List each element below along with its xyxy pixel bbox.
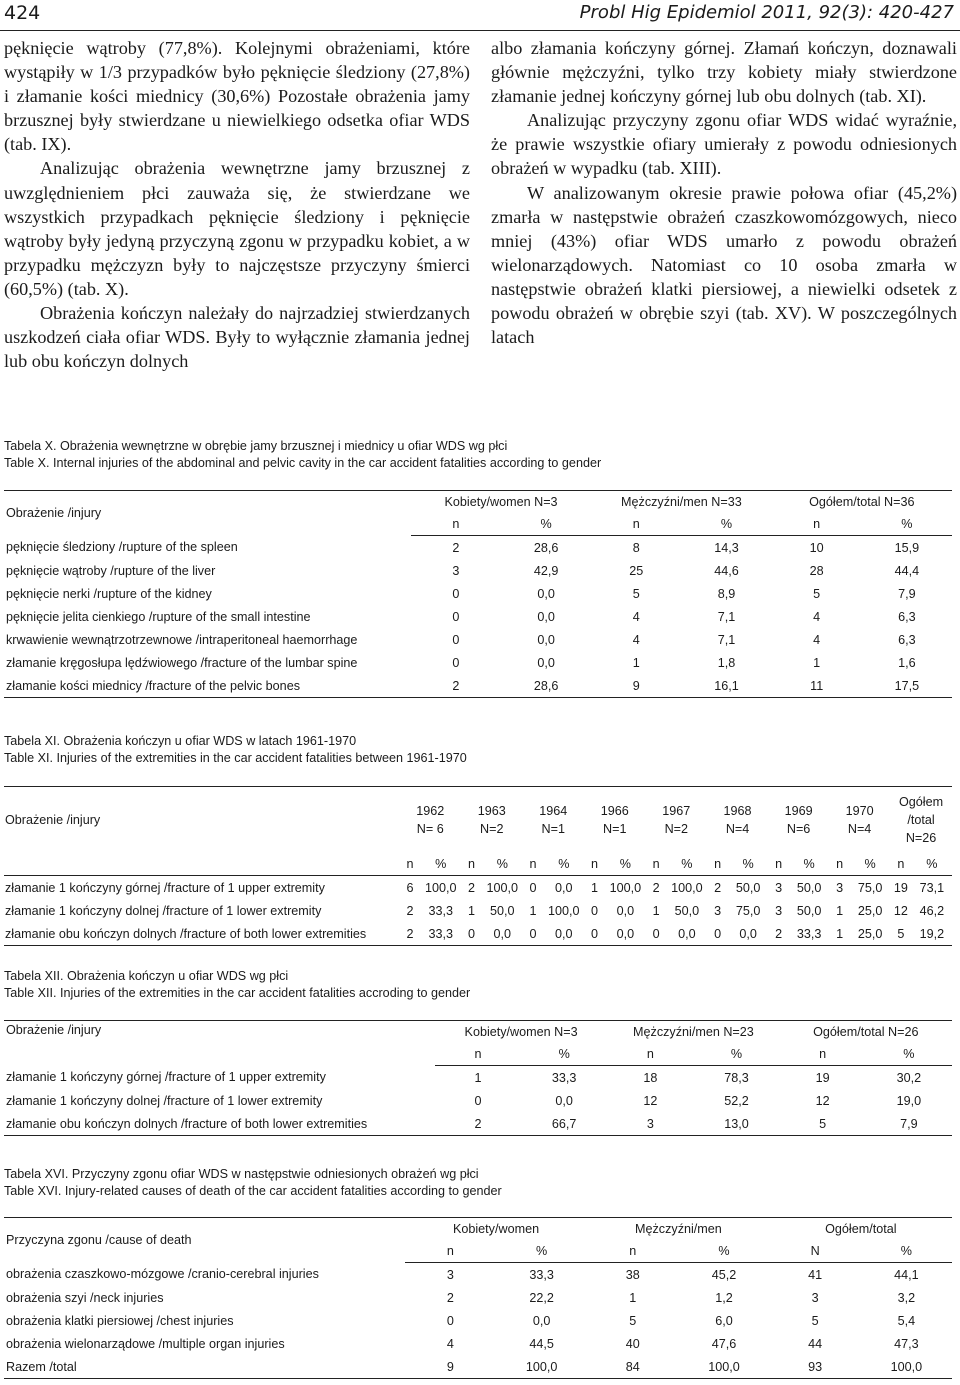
table-row bbox=[4, 582, 952, 605]
caption-english: Table XI. Injuries of the extremities in the car accident fatalities between 1961-1970 bbox=[4, 751, 467, 765]
table-body bbox=[4, 1263, 952, 1379]
row-label-cell: obrażenia czaszkowo-mózgowe /cranio-cerebral injuries bbox=[6, 1267, 319, 1282]
group-header: Kobiety/women N=3 bbox=[411, 491, 591, 514]
group-header: Ogółem/total N=26 bbox=[780, 1021, 952, 1044]
value-cell: 2 bbox=[452, 540, 460, 555]
value-cell: 1 bbox=[652, 903, 660, 918]
value-cell: 0 bbox=[591, 903, 599, 918]
value-cell: 0 bbox=[707, 922, 728, 946]
value-cell: 10 bbox=[809, 540, 824, 555]
table-row bbox=[4, 922, 952, 946]
value-cell: 14,3 bbox=[714, 540, 739, 555]
value-cell: 28,6 bbox=[501, 674, 591, 698]
caption-english: Table X. Internal injuries of the abdominal and pelvic cavity in the car accident fatalities according to gender bbox=[4, 456, 602, 470]
row-label-cell: obrażenia klatki piersiowej /chest injuries bbox=[6, 1313, 234, 1328]
value-cell: 13,0 bbox=[693, 1112, 779, 1136]
value-cell: 1 bbox=[632, 655, 640, 670]
value-cell: 1 bbox=[836, 903, 844, 918]
value-cell: 50,0 bbox=[796, 903, 822, 918]
value-cell: 7,9 bbox=[866, 1112, 952, 1136]
value-cell: 3 bbox=[811, 1290, 819, 1305]
group-header: Kobiety/women bbox=[405, 1218, 587, 1241]
value-cell: 3 bbox=[446, 1267, 454, 1282]
table-xii bbox=[4, 1020, 952, 1136]
value-cell: 15,9 bbox=[894, 540, 920, 555]
value-cell: 0 bbox=[584, 922, 605, 946]
row-header: Przyczyna zgonu /cause of death bbox=[4, 1218, 405, 1263]
row-label-cell: pęknięcie jelita cienkiego /rupture of the small intestine bbox=[6, 609, 311, 624]
value-cell: 100,0 bbox=[486, 880, 519, 895]
value-cell: 44,5 bbox=[529, 1336, 554, 1351]
value-cell: 2 bbox=[411, 674, 501, 698]
value-cell: 0 bbox=[452, 586, 460, 601]
table-row bbox=[4, 559, 952, 582]
value-cell: 0,0 bbox=[555, 1093, 573, 1108]
table-row bbox=[4, 536, 952, 560]
value-cell: 33,3 bbox=[551, 1070, 577, 1085]
value-cell: 40 bbox=[625, 1336, 640, 1351]
table-xvi bbox=[4, 1217, 952, 1379]
value-cell: 2 bbox=[714, 880, 722, 895]
subheader-cell: n bbox=[399, 853, 420, 876]
subheader-cell: % bbox=[861, 1240, 952, 1263]
subheader-cell: % bbox=[850, 853, 890, 876]
total-header: Ogółem /total N=26 bbox=[890, 787, 952, 854]
table-row bbox=[4, 605, 952, 628]
caption-english: Table XVI. Injury-related causes of death of the car accident fatalities according to gender bbox=[4, 1184, 502, 1198]
subheader-cell: n bbox=[890, 853, 912, 876]
subheader-cell: % bbox=[866, 1043, 952, 1066]
value-cell: 0 bbox=[646, 922, 667, 946]
value-cell: 7,1 bbox=[717, 609, 736, 624]
value-cell: 3,2 bbox=[897, 1290, 916, 1305]
value-cell: 6 bbox=[406, 880, 414, 895]
page-header bbox=[0, 0, 960, 31]
value-cell: 6,3 bbox=[898, 632, 916, 647]
paragraph: Analizując obrażenia wewnętrzne jamy brzusznej z uwzględnieniem płci zauważa się, że stwierdzane we wszystkich przypadkach pęknięcie śledziony i pęknięcie wątroby były jedyną przyczyną zgonu w przypadku kobiet, a w przypadku mężczyzn były to najczęstsze przyczyny śmierci (60,5%) (tab. X). bbox=[4, 158, 470, 299]
caption-polish: Tabela XII. Obrażenia kończyn u ofiar WDS wg płci bbox=[4, 969, 289, 983]
value-cell: 44,4 bbox=[894, 563, 920, 578]
table-row bbox=[4, 876, 952, 900]
caption-polish: Tabela X. Obrażenia wewnętrzne w obrębie jamy brzusznej i miednicy u ofiar WDS wg płci bbox=[4, 439, 508, 453]
subheader-cell: % bbox=[681, 513, 771, 536]
value-cell: 1 bbox=[529, 903, 537, 918]
value-cell: 45,2 bbox=[711, 1267, 737, 1282]
value-cell: 75,0 bbox=[735, 903, 761, 918]
year-header: 1970 N=4 bbox=[829, 787, 890, 854]
value-cell: 12 bbox=[893, 903, 908, 918]
value-cell: 25,0 bbox=[850, 922, 890, 946]
table-xi bbox=[4, 786, 952, 946]
value-cell: 2 bbox=[768, 922, 789, 946]
value-cell: 84 bbox=[587, 1355, 678, 1379]
group-header: Kobiety/women N=3 bbox=[435, 1021, 607, 1044]
value-cell: 44,1 bbox=[894, 1267, 919, 1282]
value-cell: 100,0 bbox=[496, 1355, 587, 1379]
row-label-cell: pęknięcie wątroby /rupture of the liver bbox=[6, 563, 216, 578]
paragraph: pęknięcie wątroby (77,8%). Kolejnymi obrażeniami, które wystąpiły w 1/3 przypadków było pęknięcie śledziony (27,8%) i złamanie kości miednicy (30,6%) Pozostałe obrażenia jamy brzusznej były stwierdzane u niewielkiego odsetka ofiar WDS (tab. IX). bbox=[4, 38, 470, 155]
row-label-cell: obrażenia wielonarządowe /multiple organ injuries bbox=[6, 1336, 285, 1351]
value-cell: 28 bbox=[809, 563, 824, 578]
subheader-cell: n bbox=[607, 1043, 693, 1066]
value-cell: 25 bbox=[629, 563, 644, 578]
value-cell: 3 bbox=[775, 903, 783, 918]
value-cell: 4 bbox=[813, 632, 821, 647]
row-label-cell: pęknięcie śledziony /rupture of the spleen bbox=[6, 540, 238, 555]
row-label-cell: złamanie obu kończyn dolnych /fracture of both lower extremities bbox=[4, 1112, 435, 1136]
value-cell: 3 bbox=[452, 563, 460, 578]
left-text-column bbox=[4, 36, 470, 373]
row-label-cell: złamanie kości miednicy /fracture of the pelvic bones bbox=[4, 674, 411, 698]
value-cell: 8,9 bbox=[717, 586, 736, 601]
value-cell: 0,0 bbox=[728, 922, 768, 946]
value-cell: 50,0 bbox=[490, 903, 515, 918]
table-row bbox=[4, 899, 952, 922]
value-cell: 30,2 bbox=[896, 1070, 922, 1085]
value-cell: 9 bbox=[405, 1355, 496, 1379]
table-row bbox=[4, 1355, 952, 1379]
row-label-cell: złamanie 1 kończyny górnej /fracture of 1 upper extremity bbox=[5, 880, 325, 895]
subheader-cell: % bbox=[693, 1043, 779, 1066]
value-cell: 50,0 bbox=[796, 880, 822, 895]
subheader-cell: n bbox=[591, 513, 681, 536]
value-cell: 0,0 bbox=[537, 632, 555, 647]
value-cell: 66,7 bbox=[521, 1112, 607, 1136]
row-label-cell: złamanie 1 kończyny górnej /fracture of 1 upper extremity bbox=[6, 1070, 326, 1085]
row-header: Obrażenie /injury bbox=[4, 491, 411, 536]
value-cell: 44 bbox=[808, 1336, 823, 1351]
subheader-cell: % bbox=[421, 853, 461, 876]
value-cell: 2 bbox=[446, 1290, 454, 1305]
subheader-cell: n bbox=[461, 853, 482, 876]
value-cell: 1 bbox=[629, 1290, 637, 1305]
table-row bbox=[4, 1089, 952, 1112]
subheader-cell: n bbox=[829, 853, 850, 876]
subheader-row bbox=[4, 853, 952, 876]
value-cell: 4 bbox=[813, 609, 821, 624]
table-row bbox=[4, 1112, 952, 1136]
subheader-cell: % bbox=[544, 853, 584, 876]
value-cell: 0 bbox=[474, 1093, 482, 1108]
value-cell: 50,0 bbox=[674, 903, 700, 918]
value-cell: 2 bbox=[406, 903, 414, 918]
right-text-column bbox=[491, 36, 957, 349]
value-cell: 47,6 bbox=[711, 1336, 737, 1351]
year-header: 1967 N=2 bbox=[646, 787, 708, 854]
table-row bbox=[4, 674, 952, 698]
subheader-cell: % bbox=[482, 853, 522, 876]
value-cell: 1 bbox=[591, 880, 599, 895]
caption-polish: Tabela XI. Obrażenia kończyn u ofiar WDS w latach 1961-1970 bbox=[4, 734, 357, 748]
value-cell: 0,0 bbox=[537, 655, 555, 670]
subheader-cell: % bbox=[667, 853, 707, 876]
value-cell: 100,0 bbox=[548, 903, 580, 918]
value-cell: 5 bbox=[780, 1112, 866, 1136]
table-row bbox=[4, 651, 952, 674]
value-cell: 0,0 bbox=[537, 586, 555, 601]
value-cell: 19,2 bbox=[912, 922, 952, 946]
subheader-cell: N bbox=[770, 1240, 861, 1263]
value-cell: 3 bbox=[836, 880, 844, 895]
value-cell: 5 bbox=[632, 586, 640, 601]
value-cell: 78,3 bbox=[724, 1070, 749, 1085]
value-cell: 100,0 bbox=[671, 880, 703, 895]
subheader-cell: % bbox=[789, 853, 829, 876]
value-cell: 1 bbox=[813, 655, 821, 670]
value-cell: 19 bbox=[893, 880, 908, 895]
value-cell: 16,1 bbox=[681, 674, 771, 698]
value-cell: 1 bbox=[468, 903, 476, 918]
row-label-cell: złamanie 1 kończyny dolnej /fracture of 1 lower extremity bbox=[6, 1093, 323, 1108]
value-cell: 33,3 bbox=[529, 1267, 554, 1282]
value-cell: 1,6 bbox=[898, 655, 916, 670]
subheader-cell: % bbox=[912, 853, 952, 876]
table-body bbox=[4, 1066, 952, 1136]
group-header: Mężczyźni/men N=23 bbox=[607, 1021, 779, 1044]
subheader-cell: n bbox=[646, 853, 667, 876]
value-cell: 3 bbox=[714, 903, 722, 918]
year-header: 1963 N=2 bbox=[461, 787, 523, 854]
subheader-cell: % bbox=[605, 853, 645, 876]
row-label-cell: Razem /total bbox=[4, 1355, 405, 1379]
table-xii-caption bbox=[4, 968, 470, 1002]
value-cell: 46,2 bbox=[919, 903, 945, 918]
value-cell: 4 bbox=[632, 609, 640, 624]
value-cell: 33,3 bbox=[421, 922, 461, 946]
value-cell: 0,0 bbox=[544, 922, 584, 946]
year-header: 1962 N= 6 bbox=[399, 787, 461, 854]
value-cell: 0 bbox=[452, 609, 460, 624]
journal-reference: Probl Hig Epidemiol 2011, 92(3): 420-427 bbox=[579, 2, 954, 23]
value-cell: 28,6 bbox=[533, 540, 559, 555]
value-cell: 0,0 bbox=[667, 922, 707, 946]
year-header: 1968 N=4 bbox=[707, 787, 768, 854]
year-header: 1964 N=1 bbox=[523, 787, 585, 854]
table-xvi-caption bbox=[4, 1166, 502, 1200]
group-header: Ogółem/total bbox=[770, 1218, 952, 1241]
subheader-cell: n bbox=[523, 853, 544, 876]
value-cell: 2 bbox=[399, 922, 420, 946]
value-cell: 100,0 bbox=[678, 1355, 769, 1379]
value-cell: 2 bbox=[435, 1112, 521, 1136]
table-row bbox=[4, 1263, 952, 1287]
value-cell: 1,8 bbox=[717, 655, 736, 670]
paragraph: albo złamania kończyny górnej. Złamań kończyn, doznawali głównie mężczyźni, tylko trzy kobiety miały stwierdzone złamanie jednej kończyny górnej lub obu dolnych (tab. XI). bbox=[491, 38, 957, 107]
page-number: 424 bbox=[4, 2, 41, 24]
subheader-cell: n bbox=[772, 513, 862, 536]
row-header: Obrażenie /injury bbox=[4, 787, 399, 854]
value-cell: 100,0 bbox=[609, 880, 642, 895]
row-label-cell: złamanie kręgosłupa lędźwiowego /fracture of the lumbar spine bbox=[6, 655, 358, 670]
value-cell: 5 bbox=[629, 1313, 637, 1328]
value-cell: 0 bbox=[446, 1313, 454, 1328]
value-cell: 0 bbox=[529, 880, 537, 895]
year-header: 1966 N=1 bbox=[584, 787, 646, 854]
table-x-caption bbox=[4, 438, 601, 472]
value-cell: 52,2 bbox=[724, 1093, 749, 1108]
subheader-cell: % bbox=[496, 1240, 587, 1263]
subheader-cell: n bbox=[435, 1043, 521, 1066]
value-cell: 0,0 bbox=[482, 922, 522, 946]
table-xi-caption bbox=[4, 733, 467, 767]
row-header: Obrażenie /injury bbox=[4, 1021, 435, 1066]
blank-cell bbox=[4, 853, 399, 876]
value-cell: 4 bbox=[632, 632, 640, 647]
table-row bbox=[4, 1309, 952, 1332]
subheader-cell: n bbox=[768, 853, 789, 876]
paragraph: Analizując przyczyny zgonu ofiar WDS widać wyraźnie, że prawie wszystkie ofiary umierały z powodu odniesionych obrażeń w wypadku (tab. XIII). bbox=[491, 110, 957, 179]
table-row bbox=[4, 628, 952, 651]
row-label-cell: złamanie 1 kończyny dolnej /fracture of 1 lower extremity bbox=[5, 903, 322, 918]
value-cell: 12 bbox=[643, 1093, 658, 1108]
value-cell: 0 bbox=[452, 632, 460, 647]
value-cell: 2 bbox=[468, 880, 476, 895]
group-header: Ogółem/total N=36 bbox=[772, 491, 952, 514]
paragraph: W analizowanym okresie prawie połowa ofiar (45,2%) zmarła w następstwie obrażeń czaszkowomózgowych, nieco mniej (43%) ofiar WDS umarło z powodu obrażeń wielonarządowych. Natomiast co 10 osoba zmarła w następstwie obrażeń klatki piersiowej, a niewielki odsetek z powodu obrażeń w obrębie szyi (tab. XV). W poszczególnych latach bbox=[491, 182, 957, 348]
subheader-cell: % bbox=[678, 1240, 769, 1263]
value-cell: 0,0 bbox=[532, 1313, 551, 1328]
row-label-cell: obrażenia szyi /neck injuries bbox=[6, 1290, 164, 1305]
value-cell: 25,0 bbox=[857, 903, 883, 918]
value-cell: 41 bbox=[808, 1267, 823, 1282]
value-cell: 33,3 bbox=[789, 922, 829, 946]
value-cell: 0,0 bbox=[616, 903, 635, 918]
value-cell: 6,3 bbox=[898, 609, 916, 624]
value-cell: 47,3 bbox=[894, 1336, 919, 1351]
value-cell: 5 bbox=[811, 1313, 819, 1328]
value-cell: 0,0 bbox=[555, 880, 573, 895]
subheader-cell: n bbox=[587, 1240, 678, 1263]
value-cell: 19 bbox=[815, 1070, 830, 1085]
table-body bbox=[4, 536, 952, 698]
value-cell: 38 bbox=[625, 1267, 640, 1282]
value-cell: 0,0 bbox=[605, 922, 645, 946]
table-row bbox=[4, 1066, 952, 1090]
value-cell: 50,0 bbox=[735, 880, 761, 895]
table-row bbox=[4, 1332, 952, 1355]
value-cell: 5,4 bbox=[897, 1313, 916, 1328]
subheader-cell: n bbox=[584, 853, 605, 876]
paragraph: Obrażenia kończyn należały do najrzadziej stwierdzanych uszkodzeń ciała ofiar WDS. Były to wyłącznie złamania jednej lub obu kończyn dolnych bbox=[4, 303, 470, 372]
subheader-cell: % bbox=[728, 853, 768, 876]
subheader-cell: n bbox=[707, 853, 728, 876]
value-cell: 0 bbox=[461, 922, 482, 946]
value-cell: 1 bbox=[474, 1070, 482, 1085]
subheader-cell: % bbox=[501, 513, 591, 536]
table-row bbox=[4, 1286, 952, 1309]
value-cell: 7,1 bbox=[717, 632, 736, 647]
value-cell: 3 bbox=[607, 1112, 693, 1136]
value-cell: 1 bbox=[829, 922, 850, 946]
table-body bbox=[4, 876, 952, 946]
value-cell: 42,9 bbox=[533, 563, 559, 578]
value-cell: 7,9 bbox=[898, 586, 916, 601]
value-cell: 44,6 bbox=[714, 563, 739, 578]
subheader-cell: n bbox=[411, 513, 501, 536]
row-label-cell: krwawienie wewnątrzotrzewnowe /intraperitoneal haemorrhage bbox=[6, 632, 358, 647]
value-cell: 93 bbox=[770, 1355, 861, 1379]
row-label-cell: złamanie obu kończyn dolnych /fracture of both lower extremities bbox=[4, 922, 399, 946]
subheader-cell: n bbox=[405, 1240, 496, 1263]
value-cell: 0,0 bbox=[537, 609, 555, 624]
row-label-cell: pęknięcie nerki /rupture of the kidney bbox=[6, 586, 212, 601]
value-cell: 9 bbox=[591, 674, 681, 698]
group-header: Mężczyźni/men N=33 bbox=[591, 491, 771, 514]
value-cell: 1,2 bbox=[715, 1290, 733, 1305]
value-cell: 3 bbox=[775, 880, 783, 895]
table-x bbox=[4, 490, 952, 698]
subheader-cell: n bbox=[780, 1043, 866, 1066]
value-cell: 8 bbox=[632, 540, 640, 555]
value-cell: 19,0 bbox=[896, 1093, 922, 1108]
value-cell: 11 bbox=[772, 674, 862, 698]
caption-polish: Tabela XVI. Przyczyny zgonu ofiar WDS w następstwie odniesionych obrażeń wg płci bbox=[4, 1167, 479, 1181]
value-cell: 4 bbox=[446, 1336, 454, 1351]
year-header: 1969 N=6 bbox=[768, 787, 829, 854]
subheader-cell: % bbox=[521, 1043, 607, 1066]
value-cell: 22,2 bbox=[529, 1290, 554, 1305]
caption-english: Table XII. Injuries of the extremities in the car accident fatalities accroding to gender bbox=[4, 986, 471, 1000]
value-cell: 2 bbox=[652, 880, 660, 895]
group-header: Mężczyźni/men bbox=[587, 1218, 769, 1241]
value-cell: 17,5 bbox=[862, 674, 952, 698]
value-cell: 5 bbox=[890, 922, 912, 946]
value-cell: 75,0 bbox=[857, 880, 883, 895]
value-cell: 100,0 bbox=[861, 1355, 952, 1379]
subheader-cell: % bbox=[862, 513, 952, 536]
value-cell: 0 bbox=[452, 655, 460, 670]
value-cell: 18 bbox=[643, 1070, 658, 1085]
value-cell: 5 bbox=[813, 586, 821, 601]
value-cell: 100,0 bbox=[425, 880, 457, 895]
value-cell: 0 bbox=[523, 922, 544, 946]
value-cell: 12 bbox=[815, 1093, 830, 1108]
value-cell: 6,0 bbox=[715, 1313, 733, 1328]
value-cell: 73,1 bbox=[919, 880, 945, 895]
value-cell: 33,3 bbox=[428, 903, 454, 918]
